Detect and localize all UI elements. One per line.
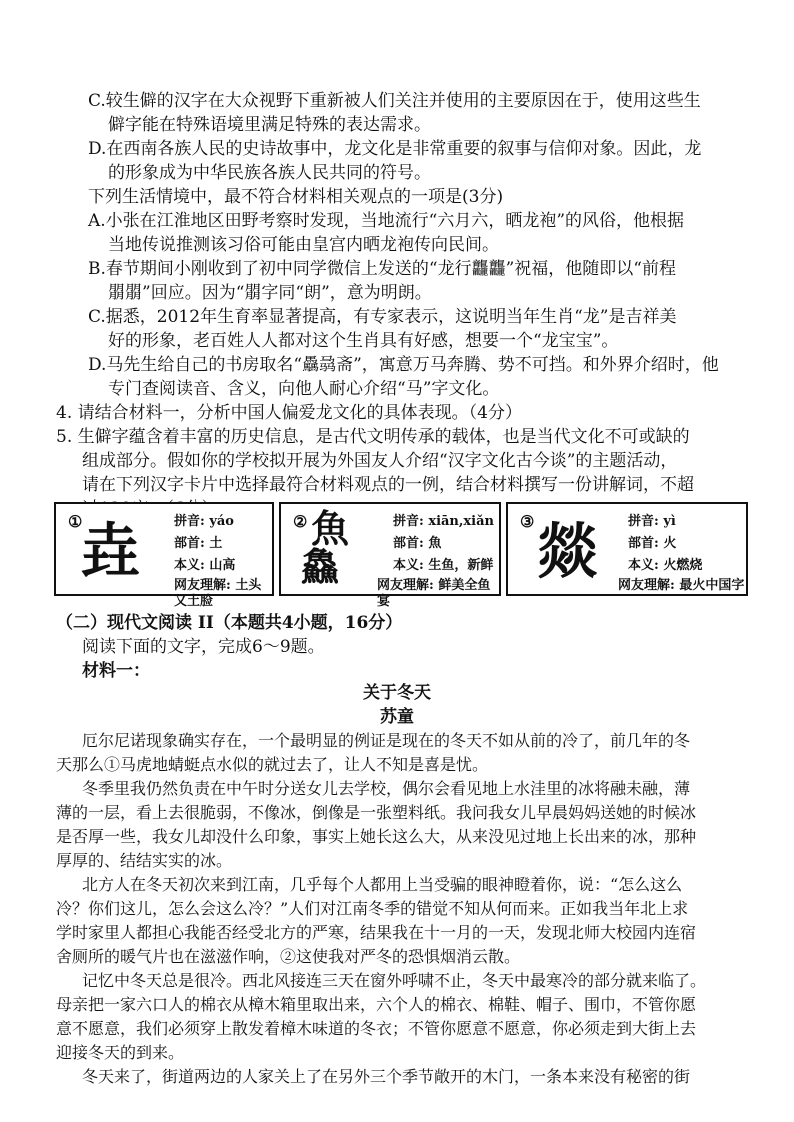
question-4: 4. 请结合材料一，分析中国人偏爱龙文化的具体表现。（4分）: [56, 403, 522, 423]
essay-line: 天那么①马虎地蜻蜓点水似的就过去了，让人不知是喜是忧。: [56, 755, 489, 774]
q3-option-b-1: B.春节期间小刚收到了初中同学微信上发送的“龙行龘龘”祝福，他随即以“前程: [88, 259, 676, 279]
essay-line: 是否厚一些，我女儿却没什么印象，事实上她长这么大，从来没见过地上长出来的冰，那种: [56, 827, 697, 846]
question-3: 下列生活情境中，最不符合材料相关观点的一项是(3分): [88, 187, 504, 207]
option-c-line-1: C.较生僻的汉字在大众视野下重新被人们关注并使用的主要原因在于，使用这些生: [88, 91, 701, 111]
card-character: 垚: [80, 517, 140, 587]
essay-line: 舍厕所的暖气片也在滋滋作响，②这使我对严冬的恐惧烟消云散。: [56, 947, 521, 966]
card-meaning: 本义: 山高: [174, 558, 236, 573]
character-card-3: [506, 502, 748, 596]
q3-option-a-2: 当地传说推测该习俗可能由皇宫内晒龙袍传向民间。: [108, 235, 499, 255]
card-character: 燚: [538, 517, 598, 587]
card-meaning: 本义: 生鱼，新鲜: [393, 558, 494, 573]
character-card-2: [279, 502, 501, 609]
essay-author: 苏童: [380, 707, 414, 727]
card-number: ②: [293, 512, 308, 531]
card-pinyin: 拼音: yáo: [174, 514, 234, 529]
essay-line: 冬季里我仍然负责在中午时分送女儿去学校，偶尔会看见地上水洼里的冰将融未融，薄: [82, 779, 691, 798]
q3-option-c-1: C.据悉，2012年生育率显著提高，有专家表示，这说明当年生肖“龙”是吉祥美: [88, 307, 677, 327]
card-netizen: 网友理解: 最火中国字: [618, 578, 745, 593]
card-pinyin: 拼音: yì: [628, 514, 676, 529]
essay-line: 北方人在冬天初次来到江南，几乎每个人都用上当受骗的眼神瞪着你，说：“怎么这么: [82, 875, 683, 894]
question-5-line-3: 请在下列汉字卡片中选择最符合材料观点的一例，结合材料撰写一份讲解词，不超: [82, 475, 694, 495]
essay-line: 冬天来了，街道两边的人家关上了在另外三个季节敞开的木门，一条本来没有秘密的街: [82, 1067, 691, 1086]
character-cards: [54, 502, 748, 609]
q3-option-c-2: 好的形象，老百姓人人都对这个生肖具有好感，想要一个“龙宝宝”。: [108, 331, 619, 351]
essay-line: 学时家里人都担心我能否经受北方的严寒，结果我在十一月的一天，发现北师大校园内连宿: [56, 923, 697, 942]
essay-line: 厚厚的、结结实实的冰。: [56, 851, 233, 870]
card-pinyin: 拼音: xiān,xiǎn: [393, 514, 494, 529]
q3-option-b-2: 朤朤”回应。因为“朤字同“朗”，意为明朗。: [108, 283, 432, 303]
essay-line: 迎接冬天的到来。: [56, 1043, 185, 1062]
question-5-line-2: 组成部分。假如你的学校拟开展为外国友人介绍“汉字文化古今谈”的主题活动，: [82, 451, 678, 471]
card-radical: 部首: 魚: [393, 536, 442, 551]
question-5-line-1: 5. 生僻字蕴含着丰富的历史信息，是古代文明传承的载体，也是当代文化不可或缺的: [56, 427, 690, 447]
character-card-1: [54, 502, 274, 609]
essay-line: 母亲把一家六口人的棉衣从樟木箱里取出来，六个人的棉衣、棉鞋、帽子、围巾，不管你愿: [56, 995, 697, 1014]
essay-line: 记忆中冬天总是很冷。西北风接连三天在窗外呼啸不止，冬天中最寒冷的部分就来临了。: [82, 971, 707, 990]
option-d-line-2: 的形象成为中华民族各族人民共同的符号。: [108, 163, 431, 183]
card-netizen: 网友理解: 土头又土脸: [174, 578, 262, 609]
essay-line: 冷？你们这儿，怎么会这么冷？”人们对江南冬季的错觉不知从何而来。正如我当年北上求: [56, 899, 689, 918]
essay-title: 关于冬天: [363, 683, 431, 703]
q3-option-d-2: 专门查阅读音、含义，向他人耐心介绍“马”字文化。: [108, 379, 500, 399]
section-heading: （二）现代文阅读 II（本题共4小题，16分）: [56, 613, 403, 633]
card-netizen: 网友理解: 鲜美全鱼宴: [377, 578, 491, 609]
option-d-line-1: D.在西南各族人民的史诗故事中，龙文化是非常重要的叙事与信仰对象。因此，龙: [88, 139, 702, 159]
reading-instruction: 阅读下面的文字，完成6～9题。: [82, 637, 325, 657]
essay-line: 厄尔尼诺现象确实存在，一个最明显的例证是现在的冬天不如从前的冷了，前几年的冬: [82, 731, 691, 750]
option-c-line-2: 僻字能在特殊语境里满足特殊的表达需求。: [108, 115, 431, 135]
card-number: ③: [520, 512, 535, 531]
card-character-top: 魚: [311, 506, 350, 551]
q3-option-a-1: A.小张在江淮地区田野考察时发现，当地流行“六月六，晒龙袍”的风俗，他根据: [88, 211, 685, 231]
card-radical: 部首: 土: [174, 536, 223, 551]
essay-line: 意不愿意，我们必须穿上散发着樟木味道的冬衣；不管你愿意不愿意，你必须走到大街上去: [56, 1019, 697, 1038]
q3-option-d-1: D.马先生给自己的书房取名“驫骉斋”，寓意万马奔腾、势不可挡。和外界介绍时，他: [88, 355, 719, 375]
card-meaning: 本义: 火燃烧: [628, 558, 703, 573]
card-character-bottom: 鱻: [301, 544, 340, 589]
card-number: ①: [68, 512, 83, 531]
material-label: 材料一：: [82, 661, 150, 681]
essay-line: 薄的一层，看上去很脆弱，不像冰，倒像是一张塑料纸。我问我女儿早晨妈妈送她的时候冰: [56, 803, 697, 822]
card-radical: 部首: 火: [628, 536, 677, 551]
